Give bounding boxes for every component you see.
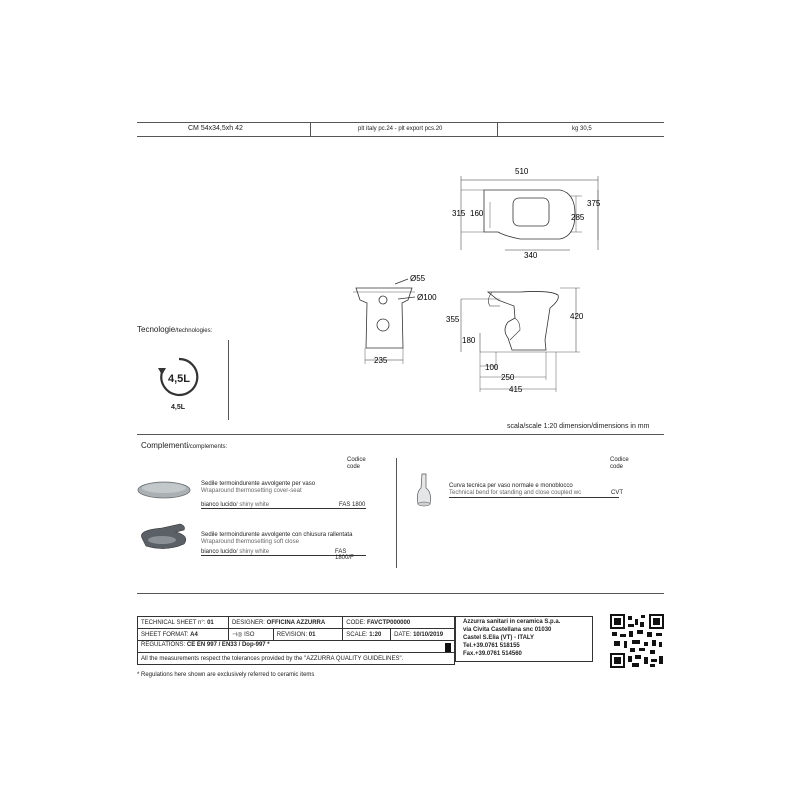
footnote: * Regulations here shown are exclusively referred to ceramic items xyxy=(137,672,315,678)
soft-close-seat-image xyxy=(136,522,192,552)
format-cell: SHEET FORMAT: A4 xyxy=(138,629,229,641)
dim-235: 235 xyxy=(374,356,388,365)
scale-info: scala/scale 1:20 dimension/dimensions in mm xyxy=(507,423,650,430)
dim-100: 100 xyxy=(485,363,499,372)
complements-title: Complementi/complements: xyxy=(141,441,228,450)
company-info: Azzurra sanitari in ceramica S.p.a. via Civita Castellana snc 01030 Castel S.Elia (VT) - ITALY Tel.+39.0761 518155 Fax.+39.0761 514560 xyxy=(455,616,593,662)
dim-510: 510 xyxy=(515,167,529,176)
revision-cell: REVISION: 01 xyxy=(273,629,342,641)
regulations-cell: REGULATIONS: CE EN 997 / EN33 / Dop-997 * xyxy=(138,641,455,653)
qr-code-icon xyxy=(610,614,664,668)
date-cell: DATE: 10/10/2019 xyxy=(391,629,455,641)
technologies-title: Tecnologie/technologies: xyxy=(137,325,213,334)
header-dimensions: CM 54x34,5xh 42 xyxy=(188,125,243,132)
top-view-outline xyxy=(484,190,575,239)
complement-item: Curva tecnica per vaso normale e monoblocco Technical bend for standing and close coupled wc xyxy=(449,483,582,496)
section-rule xyxy=(137,434,664,435)
code-cell: CODE: FAVCTP000000 xyxy=(343,617,455,629)
technologies-divider xyxy=(228,340,229,420)
front-view-outline xyxy=(356,288,412,348)
dim-d55: Ø55 xyxy=(410,274,426,283)
code-header: Codice code xyxy=(347,457,366,470)
title-block xyxy=(137,616,455,665)
dim-340: 340 xyxy=(524,251,538,260)
dim-315: 315 xyxy=(452,209,466,218)
front-view-hole-large xyxy=(377,319,389,331)
dim-250: 250 xyxy=(501,373,515,382)
water-saving-icon-label: 4,5L xyxy=(167,373,191,385)
water-saving-icon xyxy=(156,354,202,400)
header-weight: kg 30,5 xyxy=(572,126,592,132)
seat-cover-image xyxy=(136,478,192,502)
dim-375: 375 xyxy=(587,199,601,208)
complement-finish-row: bianco lucido/ shiny white FAS 1800 xyxy=(201,502,366,508)
technical-bend-image xyxy=(408,470,438,510)
complement-finish-row: CVT xyxy=(449,497,619,498)
dim-285: 285 xyxy=(571,213,585,222)
side-view-outline xyxy=(488,291,558,350)
technologies-caption: 4,5L xyxy=(171,404,186,411)
top-view-bowl xyxy=(513,198,549,226)
complements-divider xyxy=(396,458,397,568)
designer-cell: DESIGNER: OFFICINA AZZURRA xyxy=(228,617,342,629)
front-view-hole-small xyxy=(379,296,387,304)
dim-160: 160 xyxy=(470,209,484,218)
scale-cell: SCALE: 1:20 xyxy=(343,629,391,641)
dim-180: 180 xyxy=(462,336,476,345)
header-pallet: plt italy pc.24 - plt export pcs.20 xyxy=(358,126,443,132)
dim-355: 355 xyxy=(446,315,460,324)
projection-symbol-icon: ⊣◎ xyxy=(231,632,243,638)
sheet-cell: TECHNICAL SHEET n°: 01 xyxy=(138,617,229,629)
code-header: Codice code xyxy=(610,457,629,470)
note-cell: All the measurements respect the tolerances provided by the "AZZURRA QUALITY GUIDELINES". xyxy=(138,653,455,665)
complement-item: Sedile termoindurente avvolgente per vaso Wraparound thermosetting cover-seat xyxy=(201,481,316,494)
dim-d100: Ø100 xyxy=(417,293,437,302)
dim-420: 420 xyxy=(570,312,584,321)
complement-finish-row: bianco lucido/ shiny white FAS 1800/F xyxy=(201,549,366,556)
section-rule xyxy=(137,593,664,594)
dim-415: 415 xyxy=(509,385,523,394)
ce-mark-icon: CE xyxy=(186,641,196,648)
projection-cell: ⊣◎ ISO xyxy=(228,629,273,641)
complement-item: Sedile termoindurente avvolgente con chiusura rallentata Wraparound thermosetting soft close xyxy=(201,532,353,545)
